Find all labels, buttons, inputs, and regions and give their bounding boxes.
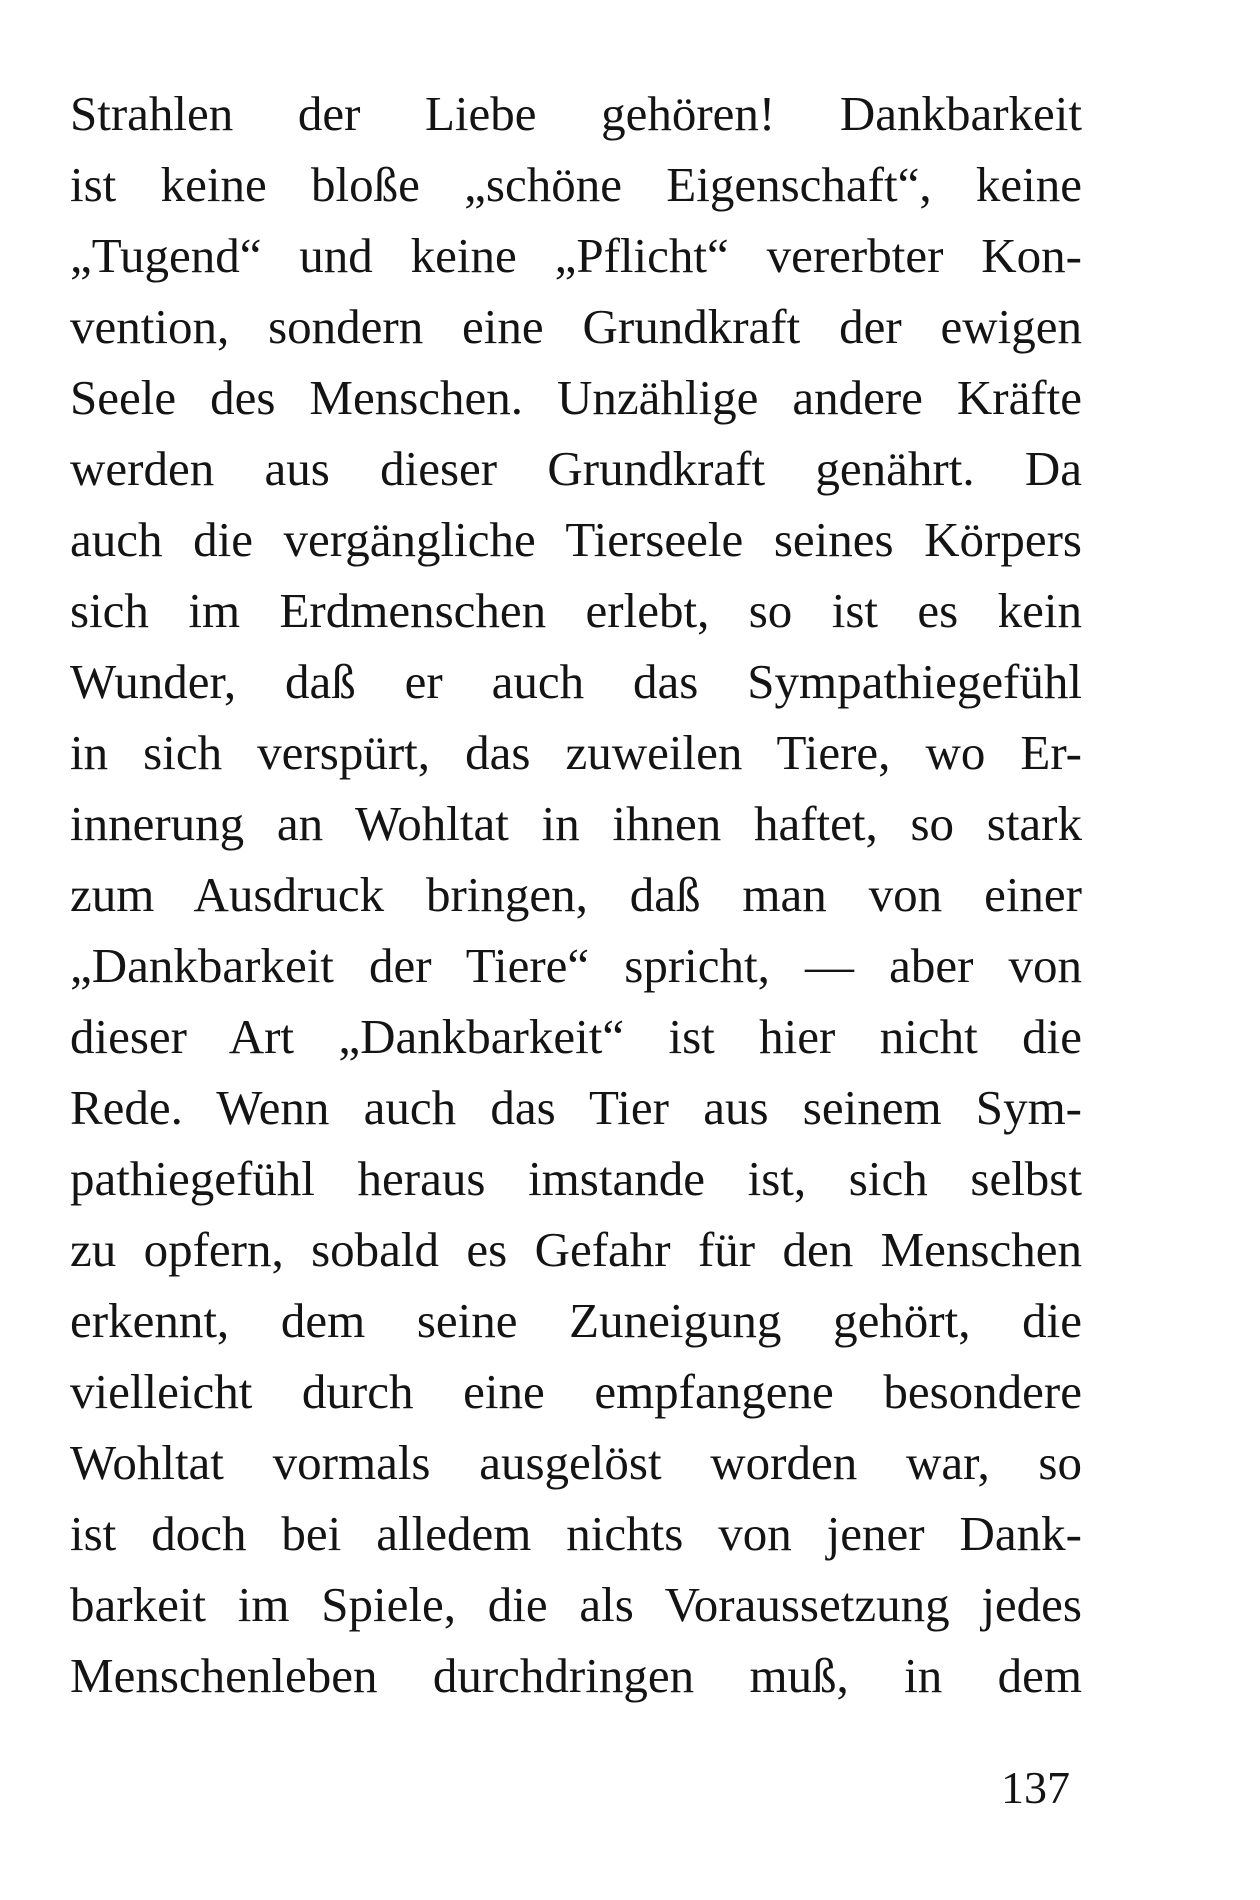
text-line: ist doch bei alledem nichts von jener Dank- (70, 1506, 1082, 1561)
text-line: werden aus dieser Grundkraft genährt. Da (70, 441, 1082, 496)
text-line: in sich verspürt, das zuweilen Tiere, wo Er- (70, 725, 1082, 780)
text-line: Menschenleben durchdringen muß, in dem (70, 1648, 1082, 1703)
text-line: sich im Erdmenschen erlebt, so ist es kein (70, 583, 1082, 638)
text-line: Strahlen der Liebe gehören! Dankbarkeit (70, 86, 1082, 141)
text-line: vention, sondern eine Grundkraft der ewigen (70, 299, 1082, 354)
text-line: auch die vergängliche Tierseele seines Körpers (70, 512, 1082, 567)
text-line: innerung an Wohltat in ihnen haftet, so stark (70, 796, 1082, 851)
text-line: vielleicht durch eine empfangene besondere (70, 1364, 1082, 1419)
text-line: zum Ausdruck bringen, daß man von einer (70, 867, 1082, 922)
text-line: zu opfern, sobald es Gefahr für den Menschen (70, 1222, 1082, 1277)
body-text (70, 78, 1082, 1711)
page-number: 137 (1001, 1762, 1070, 1813)
text-line: „Dankbarkeit der Tiere“ spricht, — aber von (70, 938, 1082, 993)
text-line: Seele des Menschen. Unzählige andere Kräfte (70, 370, 1082, 425)
text-line: pathiegefühl heraus imstande ist, sich selbst (70, 1151, 1082, 1206)
text-line: Wohltat vormals ausgelöst worden war, so (70, 1435, 1082, 1490)
text-line: Wunder, daß er auch das Sympathiegefühl (70, 654, 1082, 709)
text-line: erkennt, dem seine Zuneigung gehört, die (70, 1293, 1082, 1348)
text-line: dieser Art „Dankbarkeit“ ist hier nicht die (70, 1009, 1082, 1064)
text-line: barkeit im Spiele, die als Voraussetzung jedes (70, 1577, 1082, 1632)
text-line: Rede. Wenn auch das Tier aus seinem Sym- (70, 1080, 1082, 1135)
text-line: „Tugend“ und keine „Pflicht“ vererbter Kon- (70, 228, 1082, 283)
text-line: ist keine bloße „schöne Eigenschaft“, keine (70, 157, 1082, 212)
